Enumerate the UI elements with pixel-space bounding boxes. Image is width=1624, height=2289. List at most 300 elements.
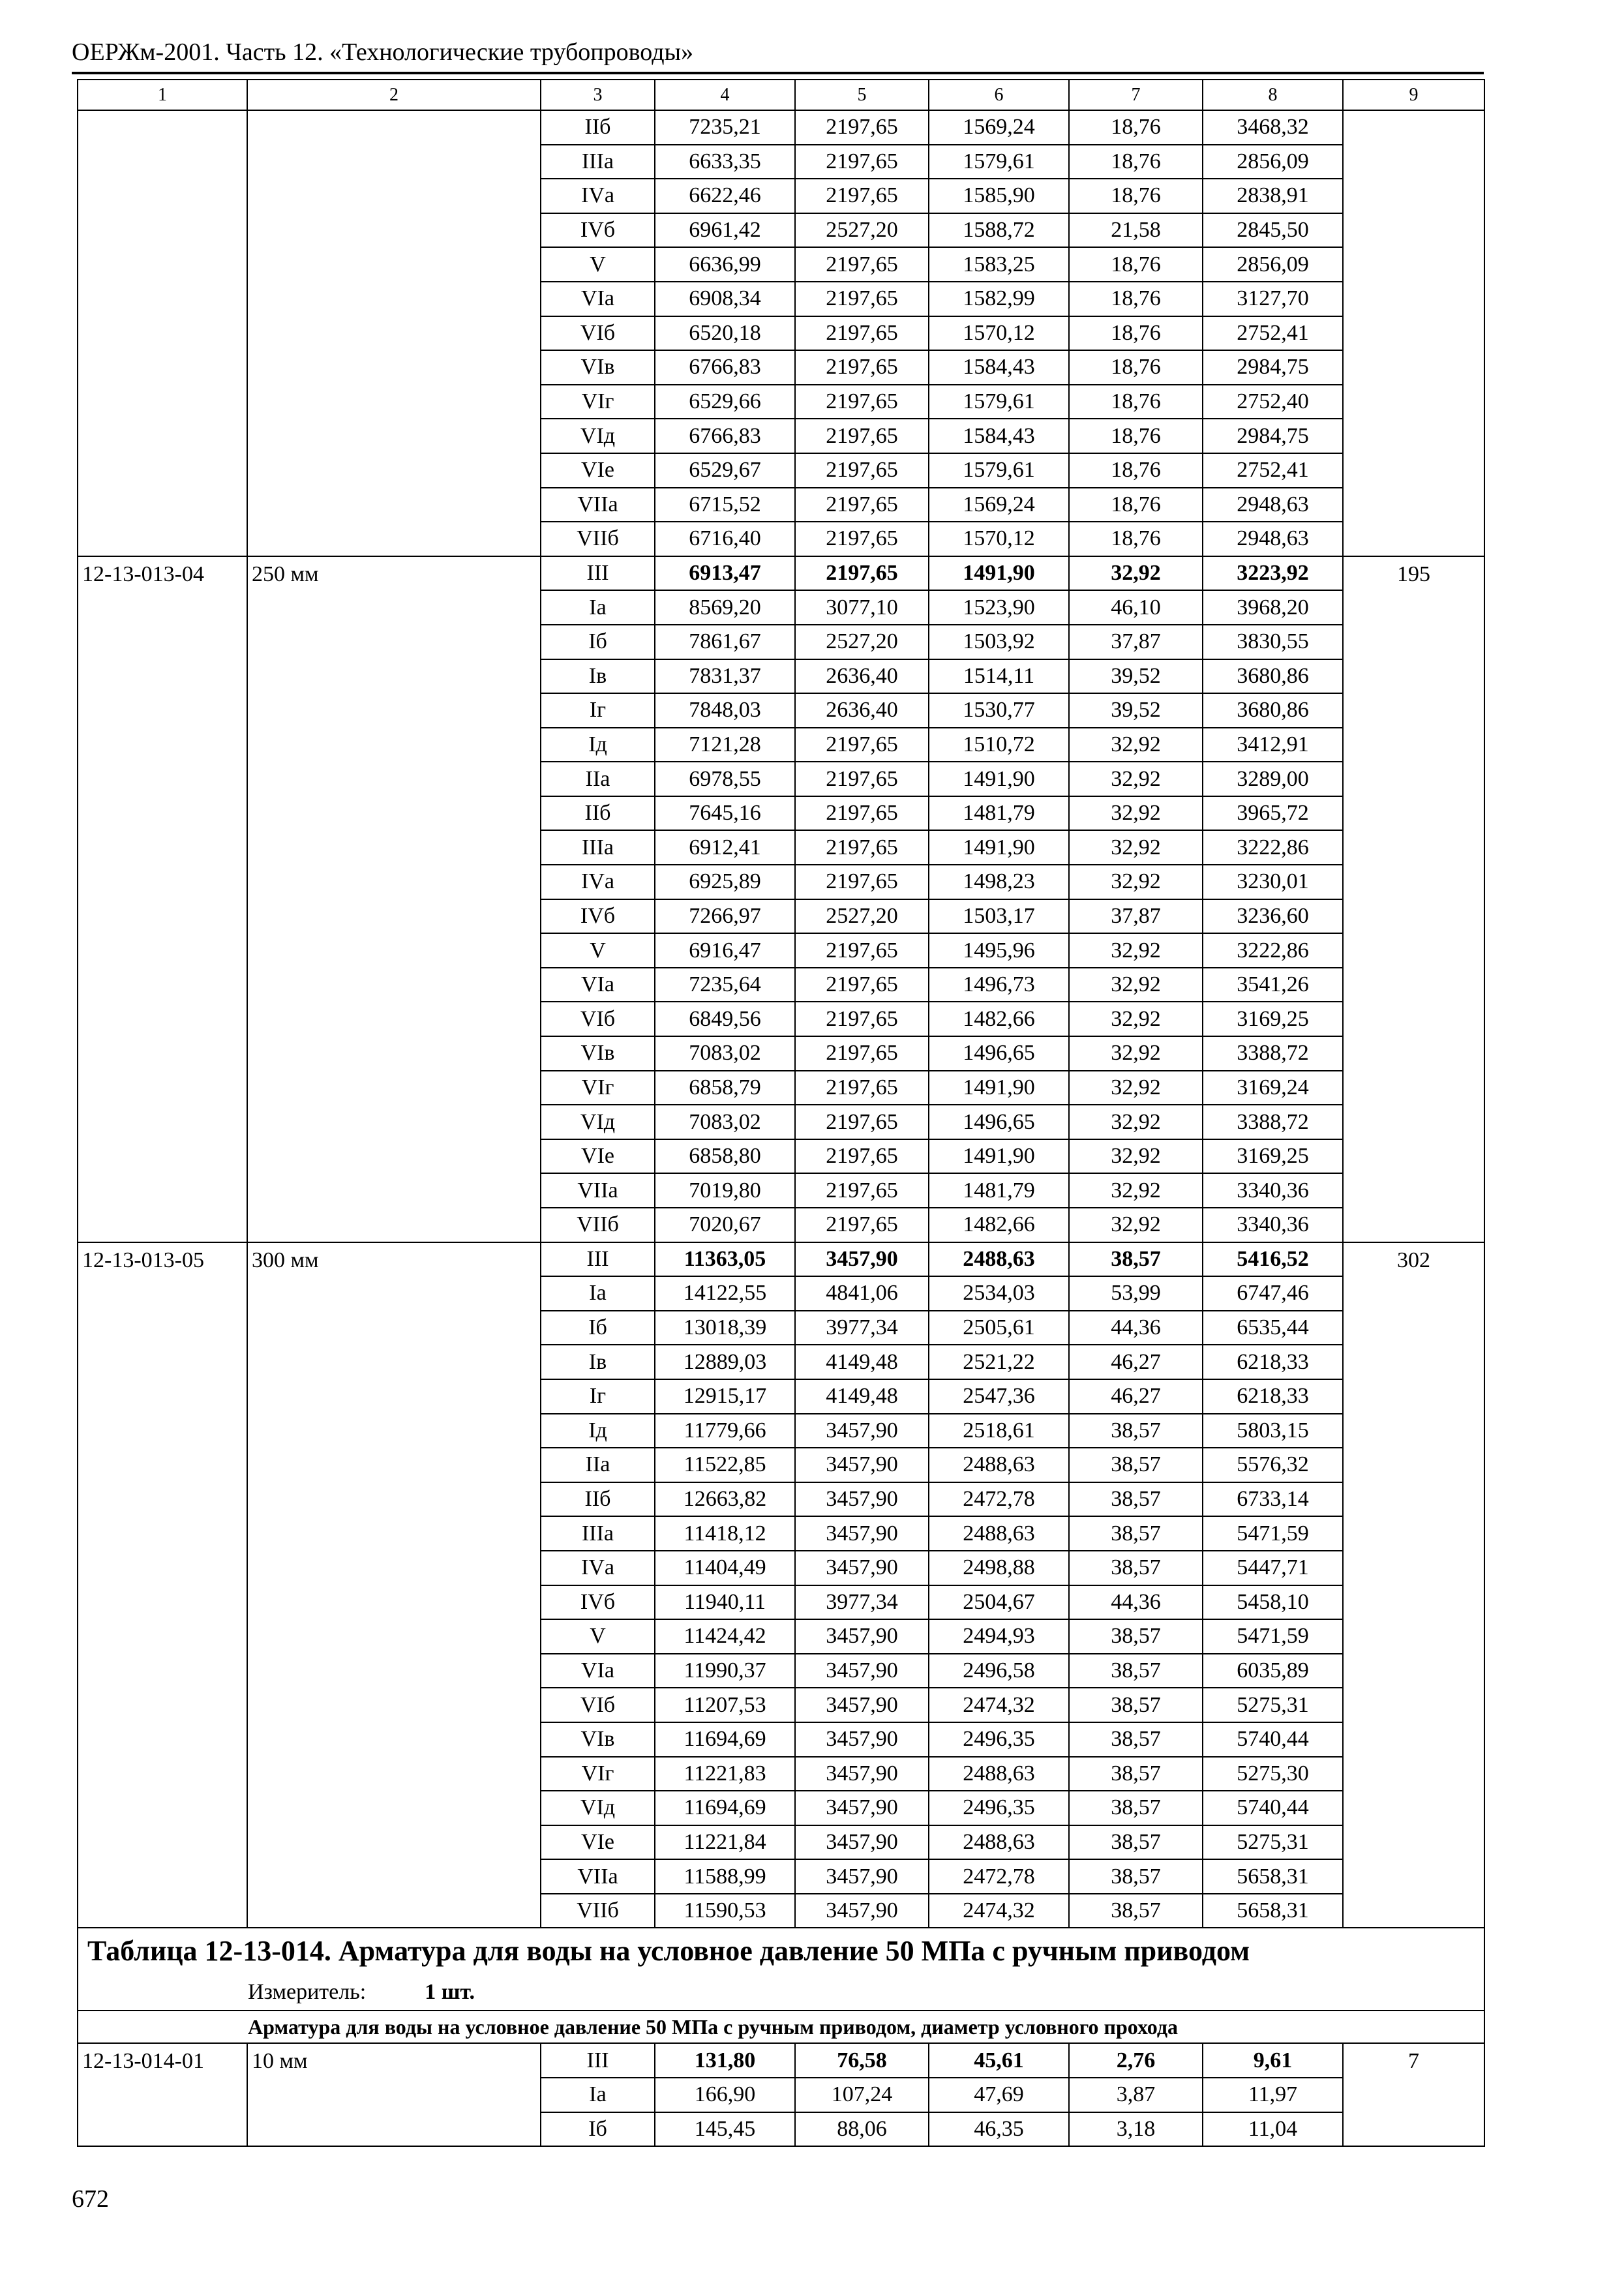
zone-code: Iа	[541, 2078, 655, 2112]
cost-value: 32,92	[1069, 1208, 1203, 1242]
nominal-diameter: 300 мм	[247, 1242, 541, 1928]
zone-code: VIб	[541, 1002, 655, 1036]
cost-value: 2498,88	[929, 1551, 1069, 1585]
column-number: 8	[1203, 80, 1343, 110]
cost-value: 3968,20	[1203, 590, 1343, 625]
zone-code: IIIа	[541, 1516, 655, 1551]
cost-value: 5275,31	[1203, 1825, 1343, 1860]
unit-label: Измеритель:	[248, 1979, 367, 2004]
cost-value: 18,76	[1069, 522, 1203, 556]
cost-value: 2488,63	[929, 1825, 1069, 1860]
zone-code: V	[541, 1619, 655, 1654]
cost-value: 166,90	[655, 2078, 795, 2112]
zone-code: VIд	[541, 1791, 655, 1825]
zone-code: Iд	[541, 728, 655, 762]
cost-value: 3457,90	[795, 1791, 929, 1825]
cost-value: 6636,99	[655, 247, 795, 282]
cost-value: 3457,90	[795, 1482, 929, 1517]
cost-value: 2472,78	[929, 1482, 1069, 1517]
cost-value: 5576,32	[1203, 1448, 1343, 1482]
cost-value: 11588,99	[655, 1859, 795, 1894]
cost-value: 6716,40	[655, 522, 795, 556]
cost-value: 3223,92	[1203, 556, 1343, 591]
cost-value: 1588,72	[929, 213, 1069, 248]
cost-value: 6849,56	[655, 1002, 795, 1036]
rates-table	[77, 79, 1485, 2147]
cost-value: 2488,63	[929, 1448, 1069, 1482]
cost-value: 3,18	[1069, 2112, 1203, 2147]
cost-value: 1491,90	[929, 556, 1069, 591]
zone-code: VIв	[541, 1722, 655, 1757]
cost-value: 32,92	[1069, 762, 1203, 796]
cost-value: 39,52	[1069, 693, 1203, 728]
cost-value: 5416,52	[1203, 1242, 1343, 1277]
cost-value: 2547,36	[929, 1379, 1069, 1414]
cost-value: 1495,96	[929, 933, 1069, 968]
cost-value: 47,69	[929, 2078, 1069, 2112]
rate-code	[78, 110, 247, 556]
cost-value: 2504,67	[929, 1585, 1069, 1620]
cost-value: 2505,61	[929, 1311, 1069, 1345]
cost-value: 32,92	[1069, 796, 1203, 831]
cost-value: 145,45	[655, 2112, 795, 2147]
column-9-value	[1343, 110, 1484, 556]
cost-value: 5447,71	[1203, 1551, 1343, 1585]
cost-value: 32,92	[1069, 1139, 1203, 1174]
cost-value: 6715,52	[655, 488, 795, 522]
zone-code: VIIа	[541, 1859, 655, 1894]
cost-value: 2197,65	[795, 762, 929, 796]
cost-value: 2197,65	[795, 830, 929, 865]
cost-value: 18,76	[1069, 179, 1203, 213]
cost-value: 5740,44	[1203, 1791, 1343, 1825]
zone-code: VIе	[541, 453, 655, 488]
cost-value: 11221,83	[655, 1757, 795, 1791]
cost-value: 6035,89	[1203, 1654, 1343, 1688]
column-number: 7	[1069, 80, 1203, 110]
cost-value: 2752,41	[1203, 316, 1343, 351]
cost-value: 11990,37	[655, 1654, 795, 1688]
cost-value: 1496,65	[929, 1105, 1069, 1139]
cost-value: 3236,60	[1203, 899, 1343, 934]
cost-value: 2521,22	[929, 1345, 1069, 1379]
cost-value: 3289,00	[1203, 762, 1343, 796]
cost-value: 2472,78	[929, 1859, 1069, 1894]
cost-value: 2197,65	[795, 350, 929, 385]
cost-value: 37,87	[1069, 899, 1203, 934]
zone-code: Iв	[541, 659, 655, 694]
cost-value: 2496,58	[929, 1654, 1069, 1688]
cost-value: 1579,61	[929, 385, 1069, 419]
cost-value: 1496,73	[929, 968, 1069, 1002]
cost-value: 6858,80	[655, 1139, 795, 1174]
cost-value: 46,27	[1069, 1379, 1203, 1414]
subheading: Арматура для воды на условное давление 50 МПа с ручным приводом, диаметр условного прохода	[78, 2011, 1484, 2043]
cost-value: 38,57	[1069, 1825, 1203, 1860]
zone-code: Iа	[541, 590, 655, 625]
cost-value: 7083,02	[655, 1036, 795, 1071]
cost-value: 3412,91	[1203, 728, 1343, 762]
zone-code: VIг	[541, 1071, 655, 1105]
column-number: 2	[247, 80, 541, 110]
table-title-row	[78, 1928, 1484, 1974]
cost-value: 11418,12	[655, 1516, 795, 1551]
cost-value: 18,76	[1069, 385, 1203, 419]
column-number: 9	[1343, 80, 1484, 110]
nominal-diameter	[247, 110, 541, 556]
cost-value: 18,76	[1069, 110, 1203, 145]
cost-value: 5275,30	[1203, 1757, 1343, 1791]
cost-value: 2984,75	[1203, 419, 1343, 453]
cost-value: 38,57	[1069, 1791, 1203, 1825]
cost-value: 46,27	[1069, 1345, 1203, 1379]
cost-value: 2488,63	[929, 1757, 1069, 1791]
cost-value: 32,92	[1069, 933, 1203, 968]
cost-value: 3457,90	[795, 1654, 929, 1688]
zone-code: Iг	[541, 693, 655, 728]
cost-value: 11522,85	[655, 1448, 795, 1482]
cost-value: 21,58	[1069, 213, 1203, 248]
cost-value: 11694,69	[655, 1722, 795, 1757]
zone-code: III	[541, 2043, 655, 2078]
cost-value: 44,36	[1069, 1311, 1203, 1345]
cost-value: 6925,89	[655, 865, 795, 899]
zone-code: III	[541, 556, 655, 591]
cost-value: 18,76	[1069, 453, 1203, 488]
cost-value: 5471,59	[1203, 1619, 1343, 1654]
column-number: 1	[78, 80, 247, 110]
cost-value: 38,57	[1069, 1722, 1203, 1757]
cost-value: 3340,36	[1203, 1173, 1343, 1208]
cost-value: 5803,15	[1203, 1414, 1343, 1448]
zone-code: IIб	[541, 110, 655, 145]
cost-value: 2197,65	[795, 488, 929, 522]
cost-value: 6961,42	[655, 213, 795, 248]
zone-code: IVа	[541, 179, 655, 213]
cost-value: 2527,20	[795, 899, 929, 934]
cost-value: 2752,40	[1203, 385, 1343, 419]
cost-value: 11,97	[1203, 2078, 1343, 2112]
cost-value: 1482,66	[929, 1208, 1069, 1242]
cost-value: 6978,55	[655, 762, 795, 796]
cost-value: 32,92	[1069, 830, 1203, 865]
cost-value: 38,57	[1069, 1859, 1203, 1894]
cost-value: 7266,97	[655, 899, 795, 934]
cost-value: 2948,63	[1203, 522, 1343, 556]
cost-value: 1584,43	[929, 350, 1069, 385]
cost-value: 131,80	[655, 2043, 795, 2078]
cost-value: 18,76	[1069, 419, 1203, 453]
cost-value: 18,76	[1069, 350, 1203, 385]
cost-value: 5458,10	[1203, 1585, 1343, 1620]
cost-value: 1482,66	[929, 1002, 1069, 1036]
cost-value: 7861,67	[655, 625, 795, 659]
cost-value: 3457,90	[795, 1516, 929, 1551]
cost-value: 1530,77	[929, 693, 1069, 728]
cost-value: 2534,03	[929, 1276, 1069, 1311]
cost-value: 3541,26	[1203, 968, 1343, 1002]
table-title: Таблица 12-13-014. Арматура для воды на условное давление 50 МПа с ручным приводом	[78, 1928, 1484, 1974]
cost-value: 11221,84	[655, 1825, 795, 1860]
cost-value: 2197,65	[795, 1002, 929, 1036]
cost-value: 38,57	[1069, 1894, 1203, 1928]
cost-value: 7235,21	[655, 110, 795, 145]
cost-value: 6733,14	[1203, 1482, 1343, 1517]
cost-value: 2197,65	[795, 247, 929, 282]
cost-value: 1583,25	[929, 247, 1069, 282]
cost-value: 38,57	[1069, 1688, 1203, 1722]
cost-value: 2197,65	[795, 1139, 929, 1174]
cost-value: 2856,09	[1203, 145, 1343, 179]
cost-value: 3680,86	[1203, 659, 1343, 694]
cost-value: 76,58	[795, 2043, 929, 2078]
cost-value: 37,87	[1069, 625, 1203, 659]
cost-value: 7645,16	[655, 796, 795, 831]
cost-value: 3977,34	[795, 1585, 929, 1620]
cost-value: 13018,39	[655, 1311, 795, 1345]
cost-value: 2197,65	[795, 1036, 929, 1071]
cost-value: 3468,32	[1203, 110, 1343, 145]
cost-value: 3169,25	[1203, 1139, 1343, 1174]
cost-value: 38,57	[1069, 1619, 1203, 1654]
cost-value: 38,57	[1069, 1414, 1203, 1448]
zone-code: VIIа	[541, 1173, 655, 1208]
cost-value: 3388,72	[1203, 1105, 1343, 1139]
rate-code: 12-13-014-01	[78, 2043, 247, 2146]
cost-value: 3965,72	[1203, 796, 1343, 831]
cost-value: 1491,90	[929, 1139, 1069, 1174]
cost-value: 38,57	[1069, 1551, 1203, 1585]
zone-code: VIIб	[541, 1208, 655, 1242]
cost-value: 7121,28	[655, 728, 795, 762]
zone-code: VIIб	[541, 1894, 655, 1928]
cost-value: 4149,48	[795, 1379, 929, 1414]
cost-value: 6622,46	[655, 179, 795, 213]
zone-code: VIе	[541, 1139, 655, 1174]
zone-code: Iа	[541, 1276, 655, 1311]
cost-value: 6529,67	[655, 453, 795, 488]
cost-value: 2197,65	[795, 419, 929, 453]
cost-value: 32,92	[1069, 728, 1203, 762]
column-9-value: 302	[1343, 1242, 1484, 1928]
column-9-value: 7	[1343, 2043, 1484, 2146]
zone-code: VIа	[541, 282, 655, 316]
cost-value: 7831,37	[655, 659, 795, 694]
cost-value: 2518,61	[929, 1414, 1069, 1448]
cost-value: 18,76	[1069, 247, 1203, 282]
cost-value: 32,92	[1069, 1173, 1203, 1208]
cost-value: 2197,65	[795, 385, 929, 419]
cost-value: 2197,65	[795, 1173, 929, 1208]
cost-value: 1585,90	[929, 179, 1069, 213]
cost-value: 6529,66	[655, 385, 795, 419]
cost-value: 6218,33	[1203, 1379, 1343, 1414]
cost-value: 3457,90	[795, 1894, 929, 1928]
cost-value: 3830,55	[1203, 625, 1343, 659]
zone-code: IIа	[541, 1448, 655, 1482]
zone-code: Iд	[541, 1414, 655, 1448]
cost-value: 7235,64	[655, 968, 795, 1002]
column-number: 3	[541, 80, 655, 110]
cost-value: 3457,90	[795, 1242, 929, 1277]
cost-value: 44,36	[1069, 1585, 1203, 1620]
cost-value: 5658,31	[1203, 1894, 1343, 1928]
cost-value: 6766,83	[655, 419, 795, 453]
zone-code: IIIа	[541, 145, 655, 179]
cost-value: 6908,34	[655, 282, 795, 316]
cost-value: 2,76	[1069, 2043, 1203, 2078]
zone-code: VIб	[541, 1688, 655, 1722]
zone-code: IIб	[541, 796, 655, 831]
cost-value: 11940,11	[655, 1585, 795, 1620]
cost-value: 2752,41	[1203, 453, 1343, 488]
cost-value: 4841,06	[795, 1276, 929, 1311]
cost-value: 32,92	[1069, 968, 1203, 1002]
cost-value: 7020,67	[655, 1208, 795, 1242]
cost-value: 1570,12	[929, 522, 1069, 556]
column-number: 4	[655, 80, 795, 110]
cost-value: 38,57	[1069, 1242, 1203, 1277]
cost-value: 32,92	[1069, 1105, 1203, 1139]
cost-value: 3457,90	[795, 1825, 929, 1860]
cost-value: 5471,59	[1203, 1516, 1343, 1551]
cost-value: 5275,31	[1203, 1688, 1343, 1722]
zone-code: V	[541, 247, 655, 282]
cost-value: 18,76	[1069, 145, 1203, 179]
cost-value: 11694,69	[655, 1791, 795, 1825]
cost-value: 2527,20	[795, 625, 929, 659]
cost-value: 11404,49	[655, 1551, 795, 1585]
zone-code: IIб	[541, 1482, 655, 1517]
cost-value: 1491,90	[929, 762, 1069, 796]
cost-value: 6535,44	[1203, 1311, 1343, 1345]
rate-code: 12-13-013-05	[78, 1242, 247, 1928]
cost-value: 6218,33	[1203, 1345, 1343, 1379]
cost-value: 2494,93	[929, 1619, 1069, 1654]
column-number: 6	[929, 80, 1069, 110]
cost-value: 7019,80	[655, 1173, 795, 1208]
cost-value: 2636,40	[795, 693, 929, 728]
table-row	[78, 1242, 1484, 1277]
cost-value: 3077,10	[795, 590, 929, 625]
cost-value: 45,61	[929, 2043, 1069, 2078]
cost-value: 39,52	[1069, 659, 1203, 694]
cost-value: 3457,90	[795, 1448, 929, 1482]
zone-code: VIд	[541, 419, 655, 453]
cost-value: 3680,86	[1203, 693, 1343, 728]
cost-value: 5740,44	[1203, 1722, 1343, 1757]
page-number: 672	[72, 2185, 109, 2213]
zone-code: III	[541, 1242, 655, 1277]
cost-value: 2197,65	[795, 522, 929, 556]
zone-code: VIб	[541, 316, 655, 351]
cost-value: 38,57	[1069, 1516, 1203, 1551]
cost-value: 6913,47	[655, 556, 795, 591]
cost-value: 2488,63	[929, 1242, 1069, 1277]
cost-value: 1582,99	[929, 282, 1069, 316]
cost-value: 1523,90	[929, 590, 1069, 625]
cost-value: 107,24	[795, 2078, 929, 2112]
cost-value: 18,76	[1069, 488, 1203, 522]
column-number-row	[78, 80, 1484, 110]
cost-value: 3388,72	[1203, 1036, 1343, 1071]
cost-value: 18,76	[1069, 282, 1203, 316]
zone-code: Iг	[541, 1379, 655, 1414]
cost-value: 5658,31	[1203, 1859, 1343, 1894]
cost-value: 8569,20	[655, 590, 795, 625]
subheading-row	[78, 2011, 1484, 2043]
page-header: ОЕРЖм-2001. Часть 12. «Технологические трубопроводы»	[72, 38, 694, 66]
zone-code: VIе	[541, 1825, 655, 1860]
zone-code: VIд	[541, 1105, 655, 1139]
cost-value: 2838,91	[1203, 179, 1343, 213]
cost-value: 32,92	[1069, 556, 1203, 591]
cost-value: 46,10	[1069, 590, 1203, 625]
unit-value: 1 шт.	[425, 1979, 475, 2004]
cost-value: 11363,05	[655, 1242, 795, 1277]
cost-value: 18,76	[1069, 316, 1203, 351]
cost-value: 2197,65	[795, 1071, 929, 1105]
cost-value: 2527,20	[795, 213, 929, 248]
cost-value: 14122,55	[655, 1276, 795, 1311]
cost-value: 32,92	[1069, 1036, 1203, 1071]
cost-value: 12915,17	[655, 1379, 795, 1414]
cost-value: 6766,83	[655, 350, 795, 385]
cost-value: 12889,03	[655, 1345, 795, 1379]
cost-value: 3340,36	[1203, 1208, 1343, 1242]
zone-code: VIIа	[541, 488, 655, 522]
cost-value: 3457,90	[795, 1414, 929, 1448]
cost-value: 3,87	[1069, 2078, 1203, 2112]
cost-value: 4149,48	[795, 1345, 929, 1379]
zone-code: VIв	[541, 1036, 655, 1071]
cost-value: 12663,82	[655, 1482, 795, 1517]
column-9-value: 195	[1343, 556, 1484, 1242]
cost-value: 3457,90	[795, 1859, 929, 1894]
cost-value: 6858,79	[655, 1071, 795, 1105]
cost-value: 2636,40	[795, 659, 929, 694]
rate-code: 12-13-013-04	[78, 556, 247, 1242]
zone-code: IIIа	[541, 830, 655, 865]
cost-value: 1491,90	[929, 1071, 1069, 1105]
cost-value: 1570,12	[929, 316, 1069, 351]
cost-value: 1514,11	[929, 659, 1069, 694]
cost-value: 1496,65	[929, 1036, 1069, 1071]
table-row	[78, 2043, 1484, 2078]
cost-value: 2197,65	[795, 316, 929, 351]
cost-value: 2197,65	[795, 1208, 929, 1242]
cost-value: 3457,90	[795, 1722, 929, 1757]
cost-value: 11207,53	[655, 1688, 795, 1722]
table-row	[78, 556, 1484, 591]
cost-value: 2197,65	[795, 933, 929, 968]
cost-value: 3457,90	[795, 1757, 929, 1791]
cost-value: 38,57	[1069, 1654, 1203, 1688]
cost-value: 3222,86	[1203, 933, 1343, 968]
zone-code: VIа	[541, 1654, 655, 1688]
zone-code: VIг	[541, 385, 655, 419]
cost-value: 6747,46	[1203, 1276, 1343, 1311]
cost-value: 1491,90	[929, 830, 1069, 865]
cost-value: 2496,35	[929, 1791, 1069, 1825]
cost-value: 6912,41	[655, 830, 795, 865]
cost-value: 32,92	[1069, 1002, 1203, 1036]
cost-value: 1481,79	[929, 1173, 1069, 1208]
cost-value: 1481,79	[929, 796, 1069, 831]
cost-value: 11424,42	[655, 1619, 795, 1654]
zone-code: IVб	[541, 899, 655, 934]
cost-value: 3230,01	[1203, 865, 1343, 899]
